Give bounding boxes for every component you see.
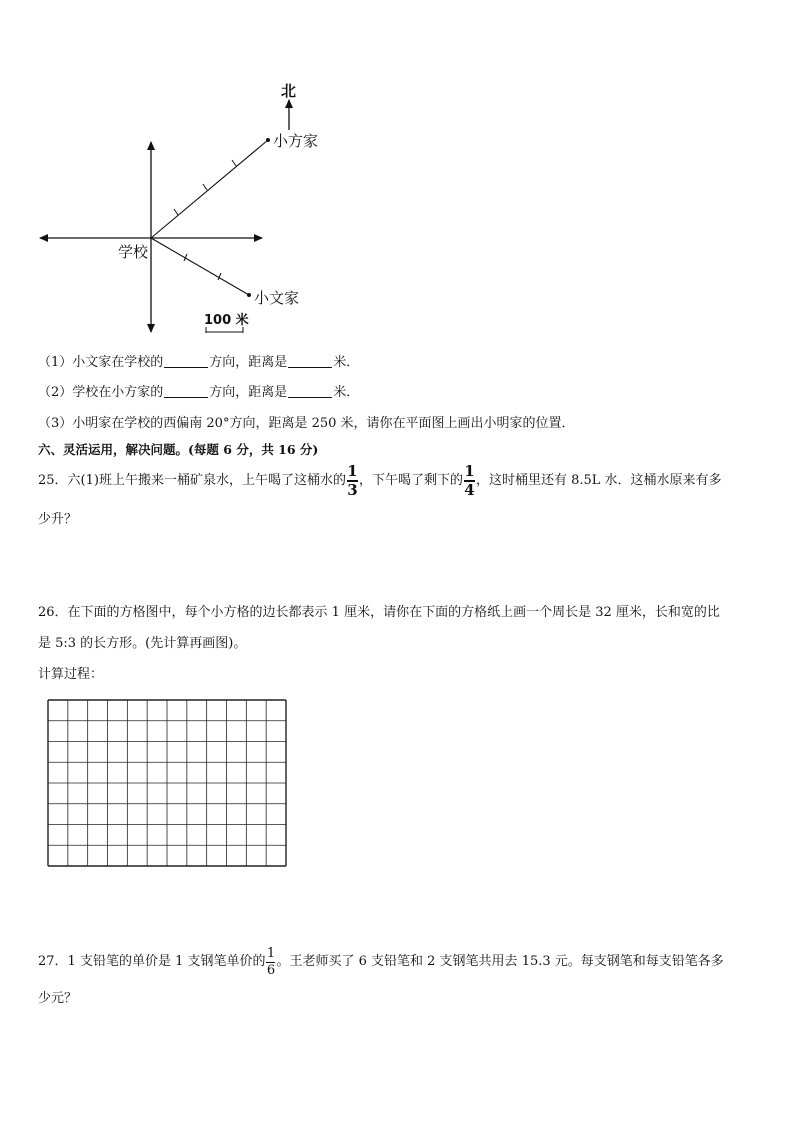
q26-line2: 是 5:3 的长方形。(先计算再画图)。 (38, 636, 247, 651)
q24-p2-text-c: 米． (333, 385, 360, 400)
tick-mark (174, 209, 178, 215)
fraction-numerator: 1 (266, 945, 276, 961)
grid-paper[interactable] (46, 698, 288, 868)
answer-blank[interactable] (164, 385, 208, 398)
q25-text-b: ，下午喝了剩下的 (358, 473, 463, 488)
q24-part2 (38, 384, 359, 402)
q24-part1 (38, 354, 359, 372)
map-diagram (0, 0, 794, 345)
q24-p1-text-b: 方向，距离是 (209, 355, 288, 370)
fraction-one-third (347, 464, 358, 498)
fraction-denominator: 3 (347, 481, 358, 499)
answer-blank[interactable] (288, 355, 332, 368)
q25-line2: 少升？ (38, 512, 78, 527)
q24-p1-text-c: 米． (333, 355, 360, 370)
north-label: 北 (281, 82, 297, 100)
fraction-one-fourth (464, 464, 475, 498)
calc-label: 计算过程： (38, 667, 104, 682)
school-label: 学校 (118, 243, 149, 261)
q27-text-a: 27．1 支铅笔的单价是 1 支钢笔单价的 (38, 954, 266, 969)
fraction-denominator: 6 (266, 962, 276, 978)
q26-line1: 26．在下面的方格图中，每个小方格的边长都表示 1 厘米，请你在下面的方格纸上画一个周长是 32 厘米，长和宽的比 (38, 605, 720, 620)
route-to-xiaofang (151, 140, 268, 238)
q27-text-b: 。王老师买了 6 支铅笔和 2 支钢笔共用去 15.3 元。每支钢笔和每支铅笔各多 (276, 954, 724, 969)
xiaowen-point (247, 293, 251, 297)
q27-line2: 少元？ (38, 991, 78, 1006)
fraction-one-sixth (266, 947, 275, 978)
q24-part3: （3）小明家在学校的西偏南 20°方向，距离是 250 米，请你在平面图上画出小明家的位置． (38, 416, 575, 431)
answer-blank[interactable] (164, 355, 208, 368)
fraction-denominator: 4 (464, 481, 475, 499)
answer-blank[interactable] (288, 385, 332, 398)
q25-line1 (38, 462, 722, 500)
q24-p2-text-b: 方向，距离是 (209, 385, 288, 400)
section-heading: 六、灵活运用，解决问题。(每题 6 分，共 16 分) (38, 442, 319, 457)
q25-text-a: 25．六(1)班上午搬来一桶矿泉水，上午喝了这桶水的 (38, 473, 346, 488)
route-to-xiaowen (151, 238, 249, 295)
scale-label: 100 米 (204, 313, 249, 328)
xiaowen-label: 小文家 (254, 289, 300, 307)
q27-line1 (38, 944, 724, 980)
tick-mark (203, 184, 207, 190)
q24-p2-text-a: （2）学校在小方家的 (38, 385, 164, 400)
tick-mark (232, 160, 236, 166)
xiaofang-point (266, 138, 270, 142)
q24-p1-text-a: （1）小文家在学校的 (38, 355, 164, 370)
q25-text-c: ，这时桶里还有 8.5L 水．这桶水原来有多 (475, 473, 722, 488)
xiaofang-label: 小方家 (273, 132, 319, 150)
fraction-numerator: 1 (347, 462, 358, 480)
fraction-numerator: 1 (464, 462, 475, 480)
